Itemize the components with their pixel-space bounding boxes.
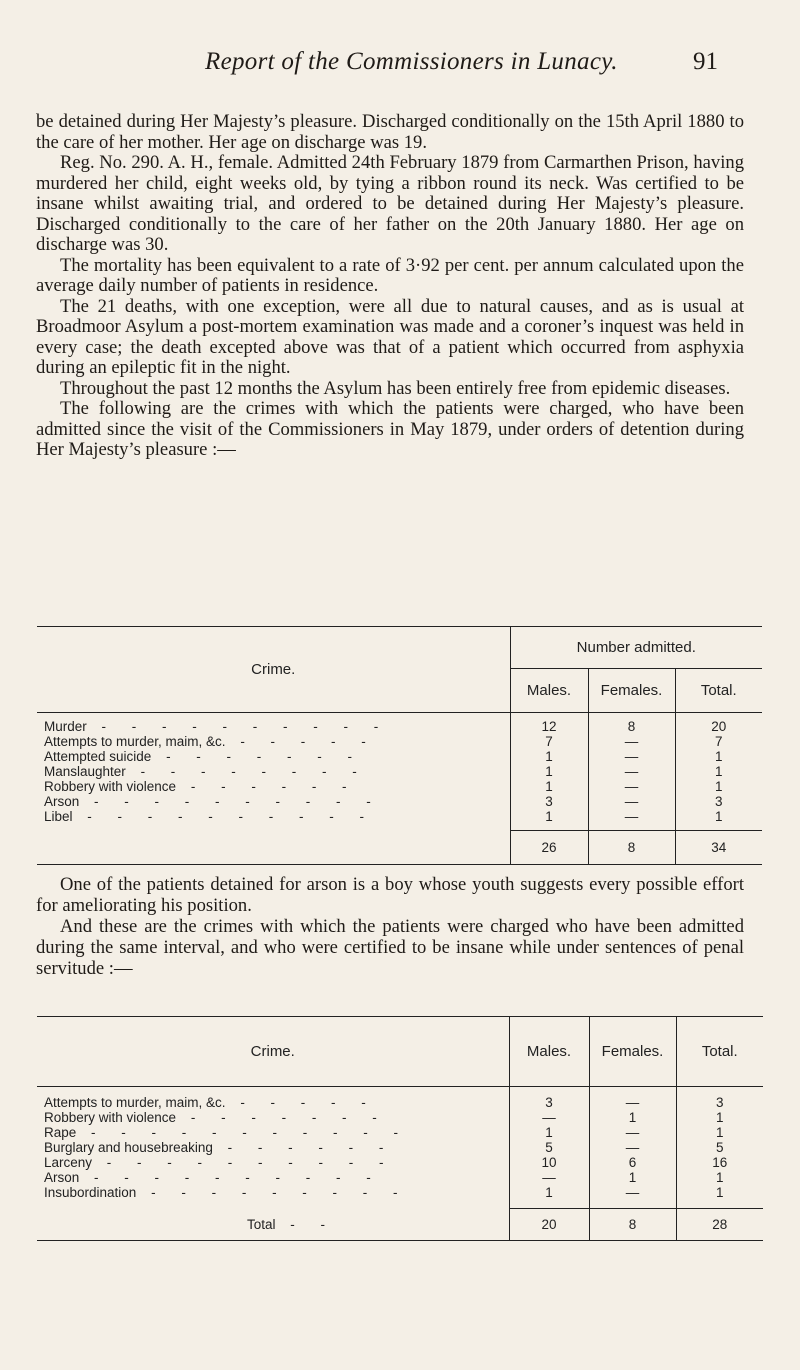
crime-row: Libel - - - - - - - - - - — [44, 809, 375, 825]
crime-row: Manslaughter - - - - - - - - — [44, 764, 368, 780]
crime-row: Attempts to murder, maim, &c. - - - - - — [44, 734, 377, 750]
crime-row: Larceny - - - - - - - - - - — [44, 1155, 395, 1171]
admissions-table — [37, 626, 762, 865]
running-title: Report of the Commissioners in Lunacy. — [205, 48, 618, 75]
crime-list — [37, 1087, 509, 1209]
crime-row: Robbery with violence - - - - - - — [44, 779, 358, 795]
females-values: 8 — — — — — — — [588, 713, 675, 831]
paragraph: Throughout the past 12 months the Asylum has been entirely free from epidemic diseases. — [60, 377, 731, 399]
females-column-header: Females. — [589, 1017, 676, 1087]
total-column-header: Total. — [675, 669, 762, 713]
page-number: 91 — [693, 48, 718, 75]
females-total: 8 — [588, 831, 675, 865]
crime-row: Arson - - - - - - - - - - — [44, 794, 382, 810]
crime-column-header: Crime. — [250, 1043, 295, 1060]
paragraph: The 21 deaths, with one exception, were all due to natural causes, and as is usual at Broadmoor Asylum a post-mortem examination was made and a coroner’s inquest was held in every case; the death excepted above was that of a patient which occurred from asphyxia during an epileptic fit in the night. — [36, 295, 744, 378]
total-values: 3 1 1 5 16 1 1 — [676, 1087, 763, 1209]
crime-row: Arson - - - - - - - - - - — [44, 1170, 382, 1186]
crime-row: Insubordination - - - - - - - - - — [44, 1185, 409, 1201]
paragraph: be detained during Her Majesty’s pleasure. Discharged conditionally on the 15th April 1880 to the care of her mother. Her age on discharge was 19. — [36, 111, 744, 153]
number-admitted-header: Number admitted. — [510, 627, 762, 669]
paragraph: The following are the crimes with which the patients were charged, who have been admitted since the visit of the Commissioners in May 1879, under orders of detention during Her Majesty’s pleasure :— — [36, 398, 744, 460]
crime-row: Attempted suicide - - - - - - - — [44, 749, 364, 765]
crime-row: Rape - - - - - - - - - - - — [44, 1125, 409, 1141]
penal-servitude-table — [37, 1016, 763, 1241]
males-column-header: Males. — [509, 1017, 589, 1087]
females-column-header: Females. — [588, 669, 675, 713]
crime-row: Burglary and housebreaking - - - - - - — [44, 1140, 395, 1156]
paragraph: Reg. No. 290. A. H., female. Admitted 24th February 1879 from Carmarthen Prison, having murdered her child, eight weeks old, by tying a ribbon round its neck. Was certified to be insane whilst awaiting trial, and ordered to be detained during Her Majesty’s pleasure. Discharged conditionally to the care of her father on the 20th January 1880. Her age on discharge was 30. — [36, 152, 744, 255]
crime-column-header: Crime. — [251, 661, 296, 678]
crime-row: Murder - - - - - - - - - - — [44, 719, 390, 735]
males-values: 12 7 1 1 1 3 1 — [510, 713, 588, 831]
body-text-2 — [36, 874, 744, 979]
females-values: — 1 — — 6 1 — — [589, 1087, 676, 1209]
total-label: Total - - — [247, 1216, 337, 1232]
paragraph: And these are the crimes with which the patients were charged who have been admitted during the same interval, and who were certified to be insane while under sentences of penal servitude :— — [36, 916, 744, 979]
paragraph: One of the patients detained for arson is a boy whose youth suggests every possible effort for ameliorating his position. — [36, 874, 744, 916]
males-total: 26 — [510, 831, 588, 865]
males-total: 20 — [509, 1209, 589, 1241]
total-column-header: Total. — [676, 1017, 763, 1087]
paragraph: The mortality has been equivalent to a rate of 3·92 per cent. per annum calculated upon the average daily number of patients in residence. — [36, 254, 744, 296]
body-text — [36, 112, 744, 461]
females-total: 8 — [589, 1209, 676, 1241]
grand-total: 34 — [675, 831, 762, 865]
grand-total: 28 — [676, 1209, 763, 1241]
males-column-header: Males. — [510, 669, 588, 713]
crime-list — [37, 713, 510, 831]
crime-row: Attempts to murder, maim, &c. - - - - - — [44, 1095, 377, 1111]
crime-row: Robbery with violence - - - - - - - — [44, 1110, 388, 1126]
total-values: 20 7 1 1 1 3 1 — [675, 713, 762, 831]
males-values: 3 — 1 5 10 — 1 — [509, 1087, 589, 1209]
page-header — [0, 48, 800, 88]
